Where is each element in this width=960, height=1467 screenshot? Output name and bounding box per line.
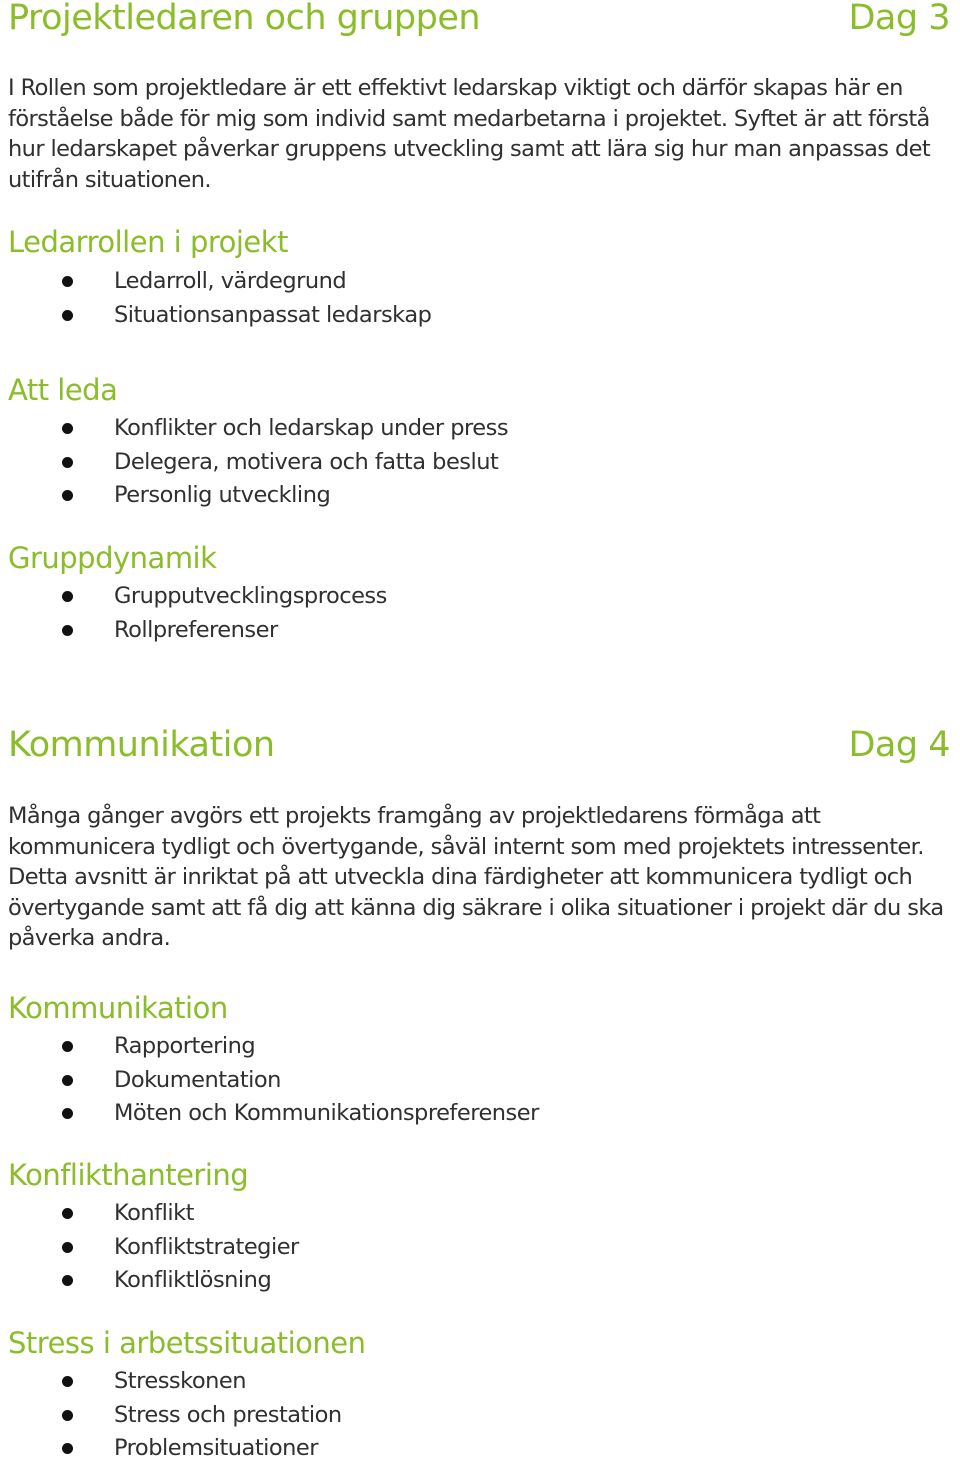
- section-heading-konflikthantering: Konflikthantering: [8, 1158, 249, 1192]
- bullet-icon: [62, 1242, 73, 1253]
- bullet-icon: [62, 457, 73, 468]
- bullet-icon: [62, 1208, 73, 1219]
- bullet-icon: [62, 423, 73, 434]
- list-item-text: Stresskonen: [114, 1368, 247, 1394]
- day3-intro: I Rollen som projektledare är ett effektivt ledarskap viktigt och därför skapas här en förståelse både för mig som individ samt medarbetarna i projektet. Syftet är att förstå hur ledarskapet påverkar gruppens utveckling samt att lära sig hur man anpassas det utifrån situationen.: [8, 75, 931, 193]
- section-heading-gruppdynamik: Gruppdynamik: [8, 541, 217, 575]
- bullet-icon: [62, 490, 73, 501]
- list-item-text: Grupputvecklingsprocess: [114, 583, 387, 609]
- section-heading-ledarrollen: Ledarrollen i projekt: [8, 225, 288, 259]
- section-heading-kommunikation: Kommunikation: [8, 991, 228, 1025]
- section-heading-stress: Stress i arbetssituationen: [8, 1326, 366, 1360]
- bullet-icon: [62, 625, 73, 636]
- bullet-icon: [62, 1041, 73, 1052]
- bullet-icon: [62, 310, 73, 321]
- bullet-icon: [62, 1376, 73, 1387]
- list-item-text: Konfliktlösning: [114, 1267, 272, 1293]
- list-item-text: Personlig utveckling: [114, 482, 331, 508]
- day4-title: Kommunikation: [8, 725, 275, 765]
- list-item-text: Rapportering: [114, 1033, 256, 1059]
- bullet-icon: [62, 1410, 73, 1421]
- section-heading-att-leda: Att leda: [8, 373, 118, 407]
- bullet-icon: [62, 591, 73, 602]
- day3-title: Projektledaren och gruppen: [8, 0, 481, 38]
- list-item-text: Konfliktstrategier: [114, 1233, 299, 1260]
- list-item-text: Konflikter och ledarskap under press: [114, 415, 509, 441]
- list-item-text: Delegera, motivera och fatta beslut: [114, 448, 499, 475]
- day3-label: Dag 3: [848, 0, 950, 38]
- list-item-text: Stress och prestation: [114, 1401, 342, 1428]
- list-item-text: Konflikt: [114, 1200, 194, 1226]
- bullet-icon: [62, 1443, 73, 1454]
- list-item-text: Ledarroll, värdegrund: [114, 268, 347, 294]
- bullet-icon: [62, 1075, 73, 1086]
- list-item-text: Situationsanpassat ledarskap: [114, 301, 432, 328]
- day4-label: Dag 4: [848, 725, 950, 765]
- list-item-text: Möten och Kommunikationspreferenser: [114, 1100, 539, 1126]
- list-item-text: Dokumentation: [114, 1066, 281, 1093]
- list-item-text: Rollpreferenser: [114, 616, 278, 643]
- bullet-icon: [62, 276, 73, 287]
- bullet-icon: [62, 1108, 73, 1119]
- list-item-text: Problemsituationer: [114, 1435, 319, 1461]
- day4-intro: Många gånger avgörs ett projekts framgång av projektledarens förmåga att kommunicera tydligt och övertygande, såväl internt som med projektets intressenter. Detta avsnitt är inriktat på att utveckla dina färdigheter att kommunicera tydligt och övertygande samt att få dig att känna dig säkrare i olika situationer i projekt där du ska påverka andra.: [8, 803, 944, 951]
- bullet-icon: [62, 1275, 73, 1286]
